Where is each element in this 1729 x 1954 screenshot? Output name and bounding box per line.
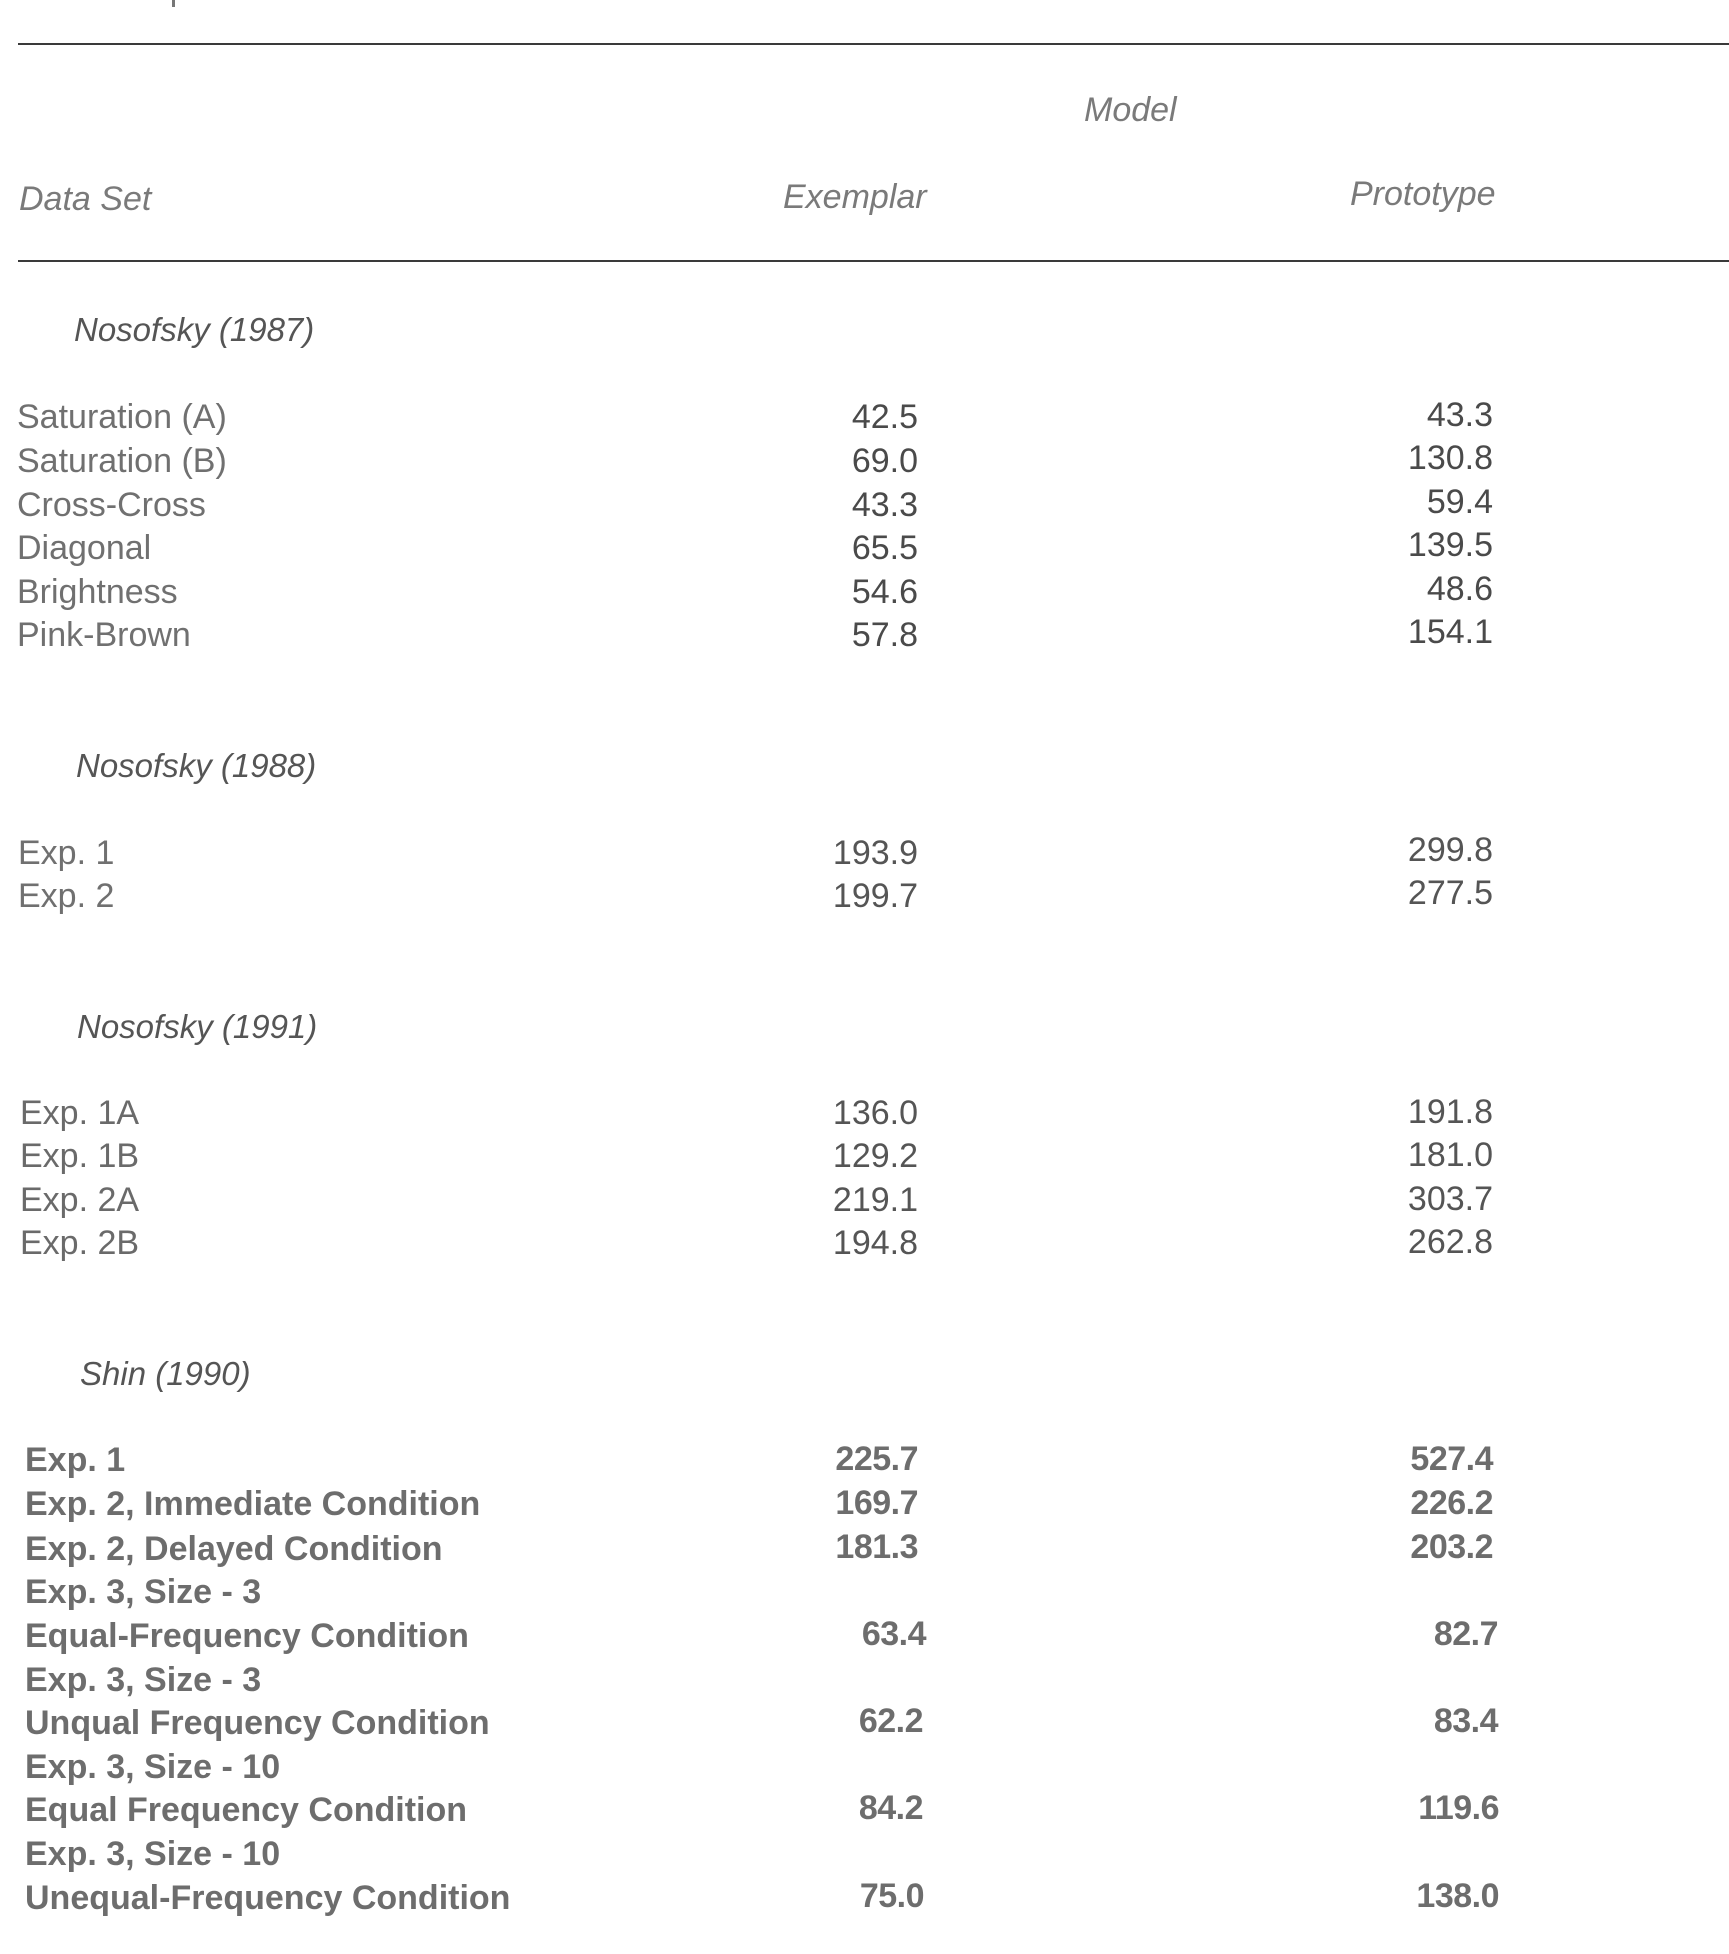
exemplar-value: 75.0 [859,1877,924,1915]
prototype-value: 43.3 [1426,396,1493,434]
row-label: Cross-Cross [17,486,206,524]
row-label: Exp. 2B [20,1224,140,1262]
prototype-value: 138.0 [1416,1877,1499,1915]
data-set-header: Data Set [19,180,152,218]
exemplar-value: 54.6 [851,573,918,611]
exemplar-value: 169.7 [835,1484,918,1522]
row-label: Saturation (A) [17,398,227,436]
exemplar-value: 129.2 [832,1137,918,1175]
row-label: Exp. 1B [20,1137,140,1175]
row-label: Diagonal [17,529,152,567]
prototype-value: 139.5 [1407,526,1493,564]
row-label: Pink-Brown [17,616,191,654]
row-label: Equal-Frequency Condition [25,1617,469,1655]
prototype-value: 299.8 [1407,831,1493,869]
top-rule [18,43,1729,45]
stray-mark [172,0,175,7]
prototype-value: 527.4 [1410,1440,1493,1478]
prototype-value: 181.0 [1407,1136,1493,1174]
row-label: Exp. 1 [25,1441,126,1479]
prototype-value: 277.5 [1407,874,1493,912]
row-label: Exp. 1A [20,1094,140,1132]
exemplar-header: Exemplar [783,178,927,216]
exemplar-value: 219.1 [832,1181,918,1219]
row-label: Exp. 3, Size - 10 [25,1748,281,1786]
section-title: Nosofsky (1988) [76,747,317,784]
exemplar-value: 69.0 [851,442,918,480]
row-label: Brightness [17,573,178,611]
exemplar-value: 43.3 [851,486,918,524]
row-label: Exp. 3, Size - 3 [25,1573,262,1611]
exemplar-value: 65.5 [851,529,918,567]
row-label: Exp. 1 [18,834,115,872]
exemplar-value: 136.0 [832,1094,918,1132]
exemplar-value: 42.5 [851,398,918,436]
prototype-value: 83.4 [1433,1702,1498,1740]
row-label: Exp. 3, Size - 10 [25,1835,281,1873]
row-label: Equal Frequency Condition [25,1791,468,1829]
prototype-value: 119.6 [1418,1789,1499,1827]
exemplar-value: 199.7 [832,877,918,915]
section-title: Shin (1990) [80,1355,251,1392]
section-title: Nosofsky (1987) [74,311,315,348]
row-label: Unequal-Frequency Condition [25,1879,511,1917]
exemplar-value: 193.9 [832,834,918,872]
row-label: Unqual Frequency Condition [25,1704,490,1742]
prototype-value: 262.8 [1407,1223,1493,1261]
row-label: Exp. 2, Immediate Condition [25,1485,481,1523]
prototype-value: 226.2 [1410,1484,1493,1522]
exemplar-value: 225.7 [835,1440,918,1478]
prototype-value: 48.6 [1426,570,1493,608]
prototype-value: 154.1 [1407,613,1493,651]
row-label: Exp. 3, Size - 3 [25,1661,262,1699]
row-label: Exp. 2, Delayed Condition [25,1530,443,1568]
exemplar-value: 194.8 [832,1224,918,1262]
prototype-value: 59.4 [1426,483,1493,521]
exemplar-value: 84.2 [858,1789,923,1827]
exemplar-value: 181.3 [835,1528,918,1566]
exemplar-value: 62.2 [858,1702,923,1740]
prototype-value: 130.8 [1407,439,1493,477]
section-title: Nosofsky (1991) [77,1008,318,1045]
prototype-value: 82.7 [1433,1615,1498,1653]
row-label: Exp. 2A [20,1181,140,1219]
model-header: Model [1084,91,1177,129]
prototype-value: 191.8 [1407,1093,1493,1131]
row-label: Exp. 2 [18,877,115,915]
exemplar-value: 63.4 [861,1615,926,1653]
header-rule [18,260,1729,262]
prototype-value: 203.2 [1410,1528,1493,1566]
row-label: Saturation (B) [17,442,227,480]
prototype-header: Prototype [1350,175,1496,213]
exemplar-value: 57.8 [851,616,918,654]
prototype-value: 303.7 [1407,1180,1493,1218]
